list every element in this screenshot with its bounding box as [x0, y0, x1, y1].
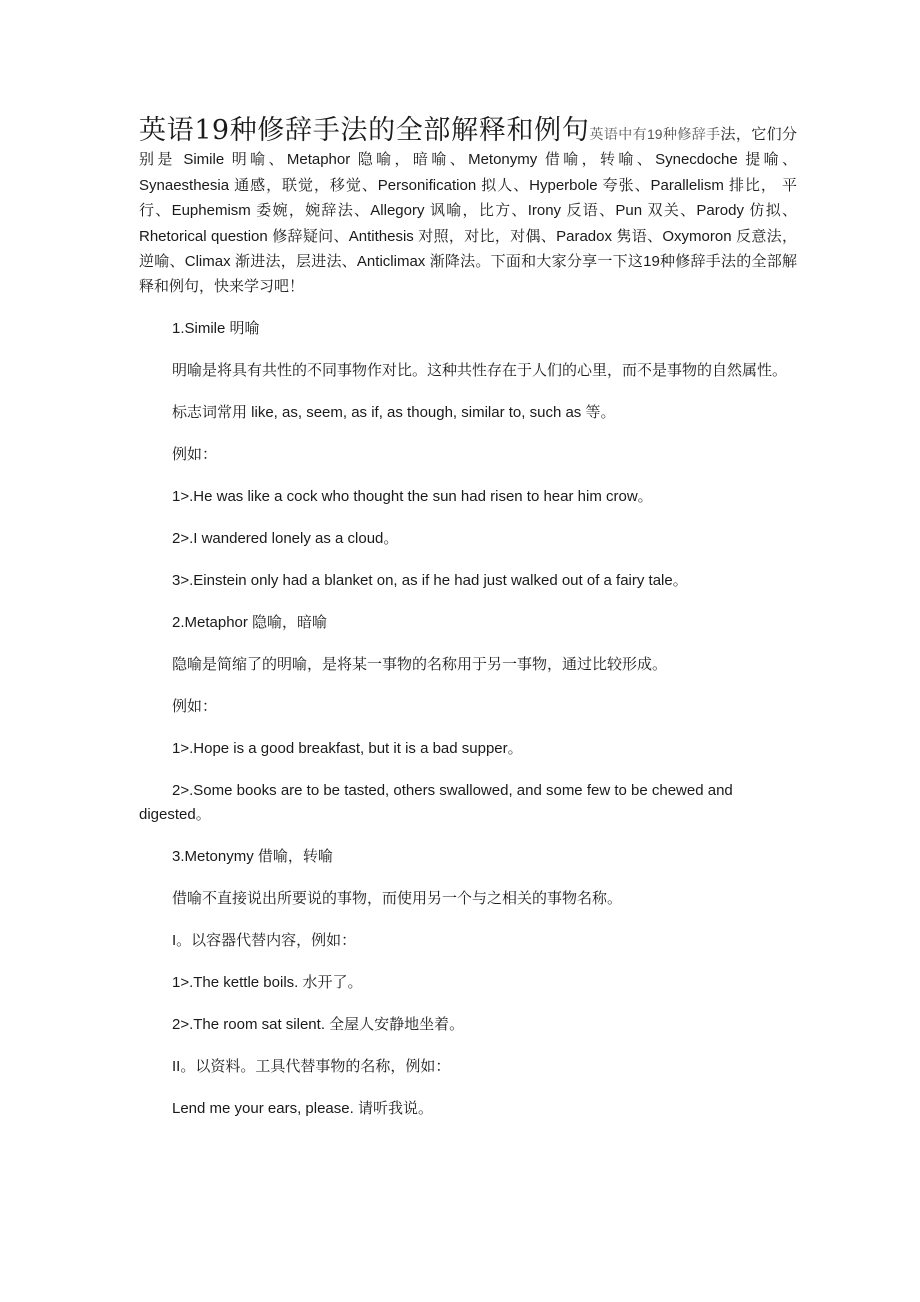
intro-lead: 英语中有19种修辞手 [589, 126, 721, 142]
example-item: Lend me your ears, please. 请听我说。 [172, 1099, 433, 1117]
section-heading-simile: 1.Simile 明喻 [172, 319, 260, 337]
paragraph: 标志词常用 like, as, seem, as if, as though, similar to, such as 等。 [172, 403, 616, 421]
paragraph: 借喻不直接说出所要说的事物，而使用另一个与之相关的事物名称。 [172, 889, 623, 907]
paragraph: 明喻是将具有共性的不同事物作对比。这种共性存在于人们的心里，而不是事物的自然属性。 [172, 361, 788, 379]
paragraph: 隐喻是简缩了的明喻，是将某一事物的名称用于另一事物，通过比较形成。 [172, 655, 668, 673]
subsection-label: II。以资料。工具代替事物的名称，例如： [172, 1057, 451, 1075]
section-heading-metonymy: 3.Metonymy 借喻，转喻 [172, 847, 333, 865]
paragraph-list [139, 317, 797, 1121]
example-item: 2>.The room sat silent. 全屋人安静地坐着。 [172, 1015, 465, 1033]
example-item: 1>.Hope is a good breakfast, but it is a bad supper。 [172, 739, 523, 757]
example-item: 2>.Some books are to be tasted, others swallowed, and some few to be chewed and digested。 [139, 781, 733, 823]
section-heading-metaphor: 2.Metaphor 隐喻，暗喻 [172, 613, 328, 631]
example-item: 3>.Einstein only had a blanket on, as if he had just walked out of a fairy tale。 [172, 571, 688, 589]
intro-text: 法，它们分别是 Simile 明喻、Metaphor 隐喻，暗喻、Metonymy 借喻，转喻、Synecdoche 提喻、Synaesthesia 通感，联觉，移觉、Personification 拟人、Hyperbole 夸张、Parallelism 排比， 平行、Euphemism 委婉，婉辞法、Allegory 讽喻，比方、Irony 反语、Pun 双关、Parody 仿拟、Rhetorical question 修辞疑问、Antithesis 对照，对比，对偶、Paradox 隽语、Oxymoron 反意法，逆喻、Climax 渐进法，层进法、Anticlimax 渐降法。下面和大家分享一下这19种修辞手法的全部解释和例句，快来学习吧！ [139, 126, 797, 296]
document-title: 英语19种修辞手法的全部解释和例句 [139, 115, 590, 146]
example-label: 例如： [172, 445, 218, 463]
example-item: 1>.The kettle boils. 水开了。 [172, 973, 363, 991]
example-item: 1>.He was like a cock who thought the sun had risen to hear him crow。 [172, 487, 653, 505]
subsection-label: I。以容器代替内容，例如： [172, 931, 357, 949]
intro-paragraph [139, 115, 797, 300]
example-label: 例如： [172, 697, 218, 715]
document-body [139, 115, 797, 1121]
example-item: 2>.I wandered lonely as a cloud。 [172, 529, 399, 547]
